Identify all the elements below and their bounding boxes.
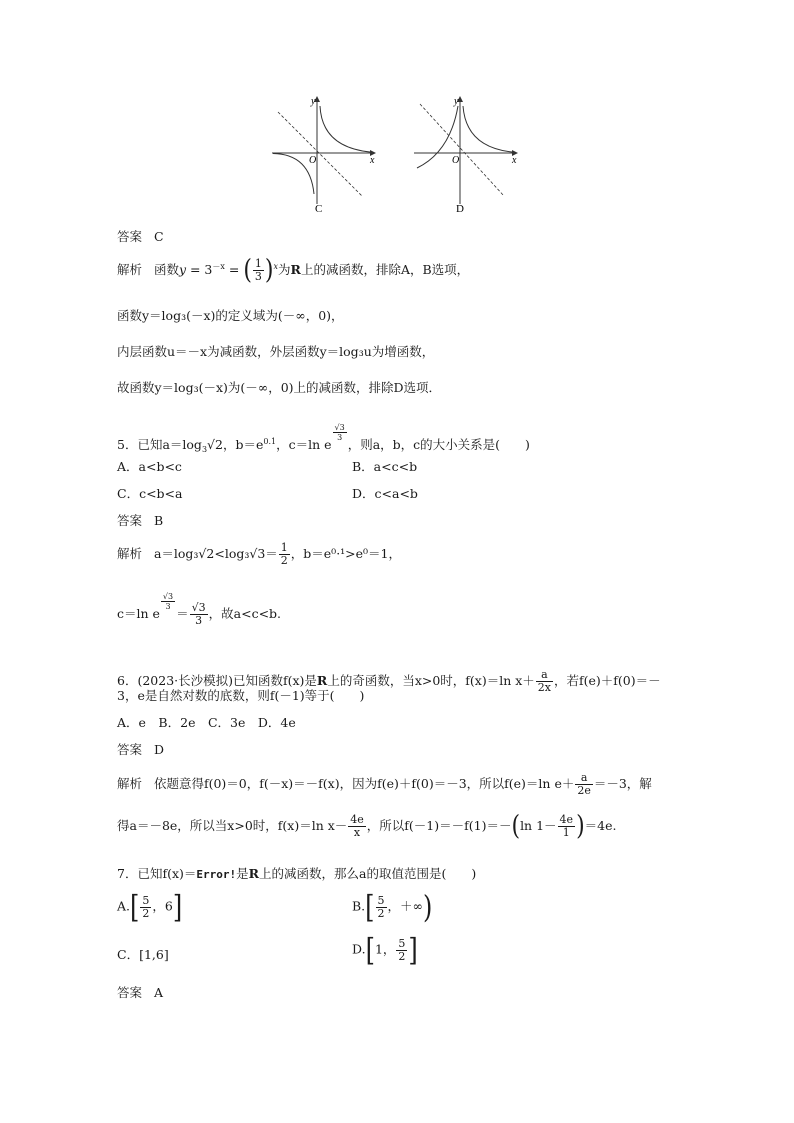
graph-label: D: [456, 203, 464, 215]
q6-analysis-line1: [117, 772, 652, 797]
text: ，6: [152, 898, 173, 914]
text: ＝－3，解: [593, 776, 652, 791]
asymptote-dashed: [278, 112, 362, 196]
q7-stem: [117, 864, 476, 882]
text: 1，: [374, 941, 396, 957]
text: c＝ln e: [117, 606, 160, 621]
exponent-fraction: $\frac{√3}{3}$: [162, 592, 174, 611]
text: a＝log₃√2<log₃√3＝: [153, 546, 278, 561]
q4-analysis-line2: 函数y＝log₃(－x)的定义域为(－∞，0)，: [117, 308, 344, 323]
real-set: R: [248, 866, 260, 881]
text: 上的奇函数，当x>0时，f(x)＝ln x＋: [327, 673, 535, 688]
origin-label: O: [309, 155, 317, 166]
q5-analysis-line2: c＝ln e $\frac{√3}{3}$ ＝ $\frac{√3}{3}$ ，故a<c<b.: [117, 592, 282, 627]
y-label: y: [311, 96, 316, 107]
analysis-label: 解析: [117, 776, 143, 791]
exponent-fraction: $\frac{√3}{3}$: [334, 423, 345, 442]
q5-stem: [117, 423, 530, 454]
analysis-label: 解析: [117, 262, 143, 277]
answer-value: A: [153, 985, 163, 1000]
text: =: [224, 262, 244, 277]
fraction-5-2: $\frac{5}{2}$: [377, 893, 385, 920]
q5-option-c: C．c<b<a: [117, 486, 183, 501]
q5-option-b: B．a<c<b: [352, 459, 418, 474]
q6-analysis-line2: 得a＝－8e，所以当x>0时，f(x)＝ln x－ $\frac{4e}{x}$ ，所以f(－1)＝－f(1)＝－(ln 1－ $\frac{4e}{1}$ )＝4e.: [117, 810, 617, 843]
q7-answer: [117, 983, 163, 1001]
fraction-root3-over-3: $\frac{√3}{3}$: [191, 601, 206, 627]
origin-label: O: [452, 155, 460, 166]
text: 得a＝－8e，所以当x>0时，f(x)＝ln x－: [117, 818, 348, 833]
q4-answer: [117, 227, 164, 245]
text: ，若f(e)＋f(0)＝－: [554, 673, 661, 688]
real-set: R: [290, 262, 301, 277]
text: ＝4e.: [584, 818, 617, 833]
q5-answer: [117, 511, 163, 529]
fraction-5-2: $\frac{5}{2}$: [142, 893, 150, 920]
text: 7．已知f(x)＝: [117, 866, 197, 881]
fraction-a-over-2e: $\frac{a}{2e}$: [577, 771, 591, 797]
text: = 3: [186, 262, 213, 277]
real-set: R: [316, 673, 328, 688]
q5-analysis-line1: [117, 542, 401, 567]
text: √2，b＝e: [207, 437, 264, 452]
text: 依题意得f(0)＝0，f(－x)＝－f(x)，因为f(e)＋f(0)＝－3，所以f(e)＝ln e＋: [153, 776, 575, 791]
q6-answer: [117, 740, 164, 758]
text: 上的减函数，那么a的取值范围是( ): [259, 866, 477, 881]
q5-option-a: A．a<b<c: [117, 459, 182, 474]
answer-label: 答案: [117, 742, 143, 757]
text: ，所以f(－1)＝－f(1)＝－: [366, 818, 512, 833]
text: 上的减函数，排除A，B选项，: [300, 262, 470, 277]
curve-lower: [273, 154, 317, 195]
fraction-4e-over-x: $\frac{4e}{x}$: [350, 813, 364, 839]
text: ，故a<c<b.: [208, 606, 282, 621]
var-y: y: [178, 262, 187, 277]
text: ，b＝e⁰·¹>e⁰＝1，: [290, 546, 402, 561]
text: ，c＝ln e: [276, 437, 332, 452]
x-label: x: [370, 155, 375, 166]
q6-options: A．e B．2e C．3e D．4e: [117, 715, 296, 730]
answer-value: B: [153, 513, 164, 528]
text: 为: [278, 262, 291, 277]
answer-value: D: [153, 742, 164, 757]
answer-label: 答案: [117, 513, 143, 528]
q4-analysis-line3: 内层函数u＝－x为减函数，外层函数y＝log₃u为增函数，: [117, 344, 435, 359]
option-label: B.: [352, 898, 366, 914]
fraction-one-third: $\frac{1}{3}$: [254, 257, 262, 283]
answer-value: C: [153, 229, 164, 244]
option-label: A.: [117, 898, 131, 914]
option-label: D.: [352, 941, 366, 957]
text: ，则a，b，c的大小关系是( ): [347, 437, 530, 452]
curve-upper: [463, 106, 512, 152]
answer-label: 答案: [117, 985, 143, 1000]
q7-option-d: D.[1， $\frac{5}{2}$ ]: [352, 931, 418, 969]
q7-option-a: A.[ $\frac{5}{2}$ ，6]: [117, 888, 183, 926]
exponent-x: x: [273, 262, 279, 271]
fraction-5-2: $\frac{5}{2}$: [398, 936, 406, 963]
asymptote-dashed: [420, 104, 504, 196]
fraction-half: $\frac{1}{2}$: [280, 541, 288, 567]
analysis-label: 解析: [117, 546, 143, 561]
q6-stem-line2: 3，e是自然对数的底数，则f(－1)等于( ): [117, 688, 365, 703]
text: 6．(2023·长沙模拟)已知函数f(x)是: [117, 673, 317, 688]
error-placeholder: Error!: [196, 868, 237, 881]
graph-d: [412, 92, 522, 217]
q7-option-b: B.[ $\frac{5}{2}$ ，＋∞): [352, 888, 433, 926]
exponent: 0.1: [263, 437, 277, 446]
text: ，＋∞: [387, 898, 423, 914]
answer-label: 答案: [117, 229, 143, 244]
text: ln 1－: [520, 818, 557, 833]
exponent: －x: [212, 262, 225, 271]
fraction-a-over-2x: $\frac{a}{2x}$: [537, 668, 551, 694]
text: 函数: [153, 262, 179, 277]
q4-analysis-line1: 解析 函数$y = 3^{-x}$ = ( $\frac{1}{3}$ )$^x$为R上的减函数，排除A，B选项，: [117, 254, 470, 287]
graph-c: [270, 92, 380, 217]
q5-option-d: D．c<a<b: [352, 486, 418, 501]
y-label: y: [454, 96, 459, 107]
curve-upper: [320, 106, 370, 152]
graph-label: C: [315, 203, 323, 215]
q4-analysis-line4: 故函数y＝log₃(－x)为(－∞，0)上的减函数，排除D选项．: [117, 380, 442, 395]
text: 5．已知a＝log: [117, 437, 202, 452]
fraction-4e-over-1: $\frac{4e}{1}$: [559, 813, 574, 839]
log-base: 3: [201, 445, 208, 454]
text: 是: [236, 866, 249, 881]
x-label: x: [512, 155, 517, 166]
q7-option-c: C．[1,6]: [117, 947, 169, 962]
